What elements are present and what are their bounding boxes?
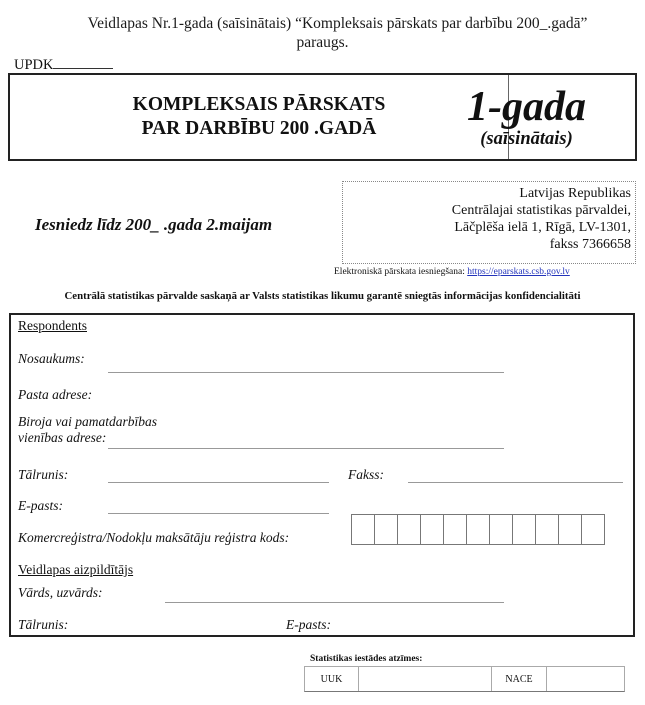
phone-label: Tālrunis: xyxy=(18,467,69,482)
registration-code-cell[interactable] xyxy=(466,514,490,545)
name-label: Nosaukums: xyxy=(18,351,85,366)
registration-code-label: Komercreģistra/Nodokļu maksātāju reģistra kods: xyxy=(18,530,290,545)
confidentiality-notice: Centrālā statistikas pārvalde saskaņā ar Valsts statistikas likumu garantē sniegtās informācijas konfidencialitāti xyxy=(64,290,581,302)
registration-code-cell[interactable] xyxy=(489,514,513,545)
office-address-input-line[interactable] xyxy=(108,448,504,449)
registration-code-cell[interactable] xyxy=(420,514,444,545)
email-input-line[interactable] xyxy=(108,513,329,514)
registration-code-cell[interactable] xyxy=(558,514,582,545)
respondent-section-heading: Respondents xyxy=(18,318,87,333)
registration-code-cell[interactable] xyxy=(512,514,536,545)
filler-name-label: Vārds, uzvārds: xyxy=(18,585,103,600)
filler-email-label: E-pasts: xyxy=(286,617,331,632)
registration-code-cells xyxy=(351,514,605,545)
recipient-address-box xyxy=(342,181,636,264)
registration-code-cell[interactable] xyxy=(535,514,559,545)
filler-phone-label: Tālrunis: xyxy=(18,617,69,632)
recipient-line: fakss 7366658 xyxy=(549,237,631,252)
registration-code-cell[interactable] xyxy=(443,514,467,545)
submission-deadline: Iesniedz līdz 200_ .gada 2.maijam xyxy=(35,215,273,234)
filler-section-heading: Veidlapas aizpildītājs xyxy=(18,562,134,577)
office-marks-table xyxy=(304,666,625,692)
electronic-submission xyxy=(334,267,570,277)
caption-line-1: Veidlapas Nr.1-gada (saīsinātais) “Kompleksais pārskats par darbību 200_.gadā” xyxy=(87,15,588,32)
nace-value-cell[interactable] xyxy=(547,667,624,691)
report-title-line-2: PAR DARBĪBU 200 .GADĀ xyxy=(141,118,377,139)
registration-code-cell[interactable] xyxy=(374,514,398,545)
name-input-line[interactable] xyxy=(108,372,504,373)
office-address-label-1: Biroja vai pamatdarbības xyxy=(18,414,158,429)
updk-input-line[interactable] xyxy=(53,56,113,69)
updk-field xyxy=(14,56,113,74)
nace-label: NACE xyxy=(492,667,547,691)
registration-code-cell[interactable] xyxy=(581,514,605,545)
office-marks-label: Statistikas iestādes atzīmes: xyxy=(310,654,423,664)
email-label: E-pasts: xyxy=(18,498,63,513)
uuk-value-cell[interactable] xyxy=(359,667,492,691)
caption-line-2: paraugs. xyxy=(296,34,349,51)
registration-code-cell[interactable] xyxy=(397,514,421,545)
recipient-line: Latvijas Republikas xyxy=(519,186,631,201)
electronic-submission-label: Elektroniskā pārskata iesniegšana: xyxy=(334,267,465,277)
filler-name-input-line[interactable] xyxy=(165,602,504,603)
phone-input-line[interactable] xyxy=(108,482,329,483)
uuk-label: UUK xyxy=(305,667,359,691)
form-code: 1-gada xyxy=(467,84,586,130)
report-title-line-1: KOMPLEKSAIS PĀRSKATS xyxy=(132,94,386,115)
fax-label: Fakss: xyxy=(348,467,384,482)
recipient-line: Lāčplēša ielā 1, Rīgā, LV-1301, xyxy=(454,220,631,235)
document-caption xyxy=(0,14,645,52)
electronic-submission-link[interactable]: https://eparskats.csb.gov.lv xyxy=(467,267,570,277)
respondent-form-box xyxy=(9,313,635,637)
office-address-label-2: vienības adrese: xyxy=(18,430,107,445)
recipient-line: Centrālajai statistikas pārvaldei, xyxy=(451,203,631,218)
registration-code-cell[interactable] xyxy=(351,514,375,545)
updk-label: UPDK xyxy=(14,57,54,73)
postal-address-label: Pasta adrese: xyxy=(18,387,93,402)
form-code-box xyxy=(418,73,637,161)
form-variant: (saīsinātais) xyxy=(480,129,573,149)
fax-input-line[interactable] xyxy=(408,482,623,483)
